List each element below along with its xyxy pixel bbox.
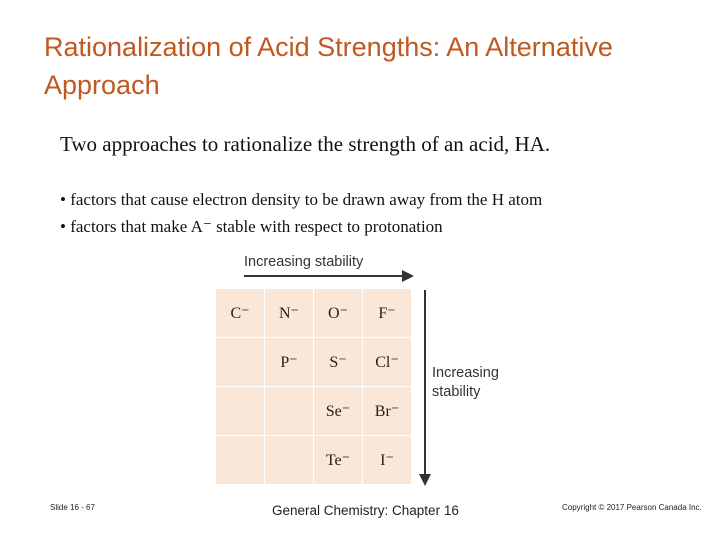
arrow-down-icon [419, 474, 431, 486]
grid-cell: Br⁻ [363, 387, 412, 436]
anion-stability-figure [200, 250, 520, 490]
vertical-label-line: Increasing [432, 365, 499, 381]
horizontal-stability-label: Increasing stability [244, 254, 364, 270]
grid-cell: S⁻ [314, 338, 363, 387]
slide-number: Slide 16 - 67 [50, 503, 95, 512]
grid-cell: N⁻ [265, 289, 314, 338]
grid-cell: P⁻ [265, 338, 314, 387]
vertical-arrow-line [424, 290, 426, 475]
arrow-right-icon [402, 270, 414, 282]
copyright-footer: Copyright © 2017 Pearson Canada Inc. [562, 503, 702, 512]
bullet-item: • factors that cause electron density to be drawn away from the H atom [60, 190, 543, 209]
grid-cell [216, 436, 265, 485]
grid-cell [265, 436, 314, 485]
grid-cell [216, 338, 265, 387]
grid-cell: Se⁻ [314, 387, 363, 436]
bullet-item: • factors that make A⁻ stable with respect to protonation [60, 217, 443, 236]
vertical-stability-label [432, 364, 499, 402]
vertical-label-line: stability [432, 384, 481, 400]
grid-cell: Cl⁻ [363, 338, 412, 387]
grid-cell [216, 387, 265, 436]
horizontal-arrow-line [244, 275, 404, 277]
grid-cell [265, 387, 314, 436]
grid-cell: F⁻ [363, 289, 412, 338]
course-footer: General Chemistry: Chapter 16 [272, 503, 459, 518]
periodic-anion-grid [216, 289, 412, 485]
slide-title: Rationalization of Acid Strengths: An Alternative Approach [44, 32, 613, 100]
intro-text: Two approaches to rationalize the strength of an acid, HA. [60, 132, 551, 156]
grid-cell: C⁻ [216, 289, 265, 338]
grid-cell: I⁻ [363, 436, 412, 485]
grid-cell: Te⁻ [314, 436, 363, 485]
bullet-list [60, 186, 542, 240]
grid-cell: O⁻ [314, 289, 363, 338]
